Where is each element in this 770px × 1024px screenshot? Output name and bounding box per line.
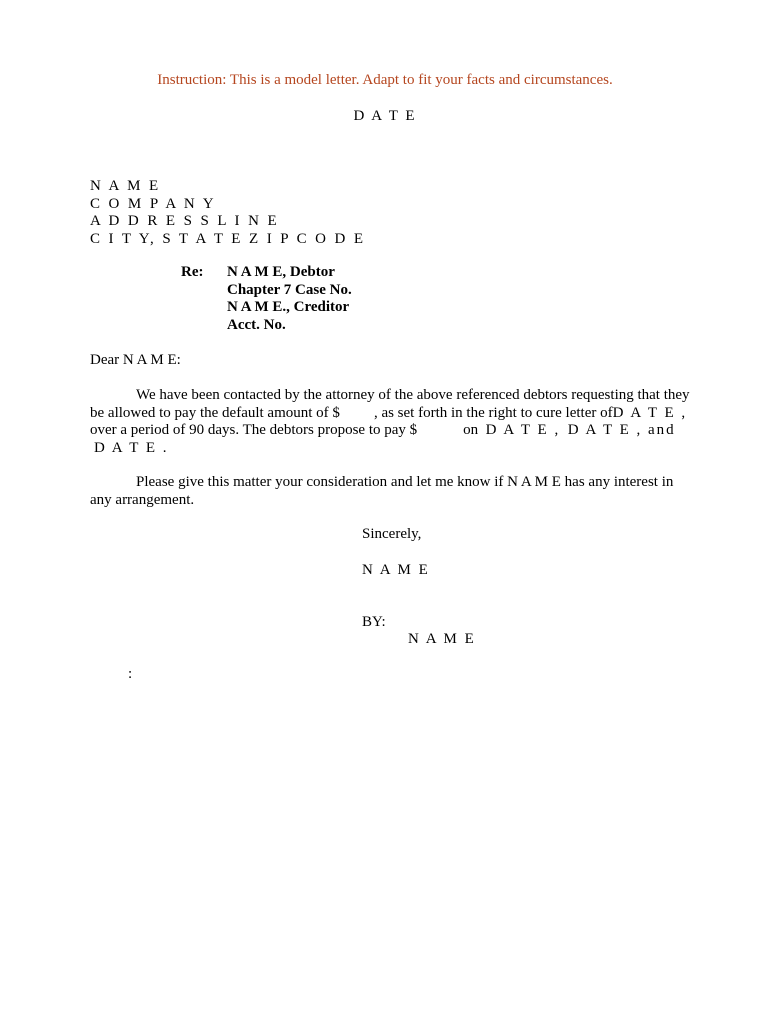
p1-date-4: D A T E . — [94, 439, 169, 456]
p1-line-1: We have been contacted by the attorney of the above referenced debtors requesting that they — [136, 387, 690, 403]
p1-line-2b: , as set forth in the right to cure letter of — [373, 404, 613, 421]
p2-line-1: Please give this matter your consideration and let me know if N A M E has any interest in — [136, 474, 674, 490]
closing-sincerely: Sincerely, — [362, 526, 422, 542]
re-account: Acct. No. — [227, 316, 286, 333]
recipient-name: N A M E — [90, 178, 161, 194]
body-paragraph-1 — [90, 387, 690, 457]
p1-date-3: D A T E , and — [567, 422, 676, 438]
p1-line-3a: over a period of 90 days. The debtors propose to pay $ — [90, 422, 418, 438]
p1-line-3b: on — [463, 422, 479, 438]
recipient-city-state-zip: C I T Y, S T A T E Z I P C O D E — [90, 230, 366, 247]
p1-date-1: D A T E , — [612, 404, 688, 421]
letter-date: D A T E — [353, 108, 417, 124]
recipient-address-line: A D D R E S S L I N E — [90, 213, 280, 229]
p1-line-2a: be allowed to pay the default amount of $ — [90, 404, 340, 421]
p2-line-2: any arrangement. — [90, 491, 195, 508]
body-paragraph-2 — [90, 474, 680, 509]
re-label: Re: — [181, 264, 204, 280]
p1-date-2: D A T E , — [485, 422, 561, 438]
closing-by: BY: — [362, 614, 386, 630]
re-creditor: N A M E., Creditor — [227, 299, 350, 315]
salutation: Dear N A M E: — [90, 352, 181, 368]
p1-line-2 — [90, 404, 688, 423]
trailing-colon: : — [128, 666, 133, 682]
closing-by-name: N A M E — [408, 631, 476, 647]
re-case: Chapter 7 Case No. — [227, 281, 352, 298]
instruction-note: Instruction: This is a model letter. Adapt to fit your facts and circumstances. — [157, 72, 613, 88]
recipient-address — [90, 178, 365, 248]
re-debtor: N A M E, Debtor — [227, 264, 335, 280]
p1-line-3 — [90, 422, 680, 440]
closing-name: N A M E — [362, 562, 430, 578]
recipient-company: C O M P A N Y — [90, 195, 216, 212]
